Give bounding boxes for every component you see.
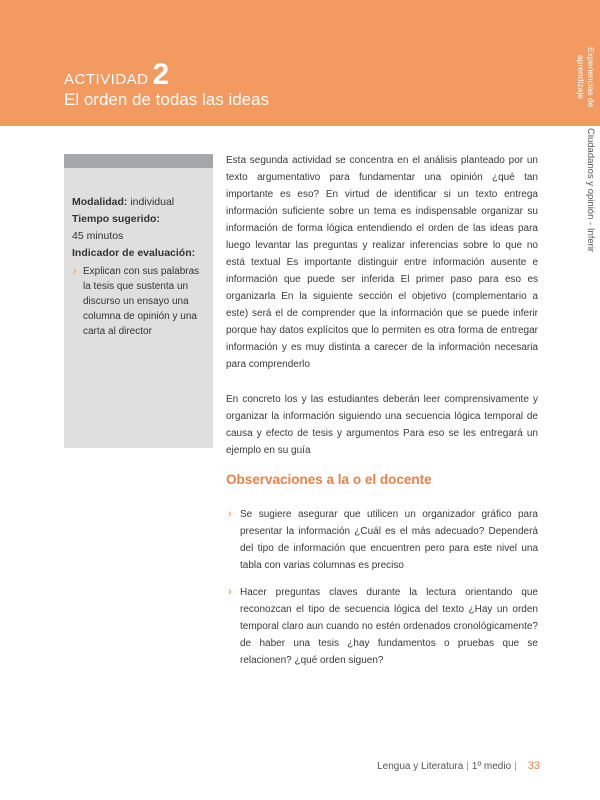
footer-separator: | — [514, 761, 517, 772]
activity-title: El orden de todas las ideas — [64, 90, 270, 109]
modality-line — [72, 194, 205, 211]
activity-info-box — [64, 154, 213, 448]
bullet-chevron-icon: › — [228, 508, 232, 520]
activity-header — [64, 58, 269, 110]
page-number: 33 — [527, 760, 540, 772]
modality-label: Modalidad: — [72, 196, 128, 208]
body-paragraph: En concreto los y las estudiantes deberán leer comprensivamente y organizar la información siguiendo una secuencia lógica temporal de causa y efecto de tesis y argumentos Para eso se les entregará un ejemplo en su guía — [226, 394, 538, 456]
footer-level: 1º medio — [471, 761, 512, 772]
time-value: 45 minutos — [72, 230, 124, 242]
bullet-chevron-icon: › — [228, 586, 232, 598]
page-footer — [360, 760, 540, 772]
body-paragraph: Esta segunda actividad se concentra en el análisis planteado por un texto argumentativo para fundamentar una opinión ¿qué tan importante es eso? En virtud de identificar si un texto entrega información suficiente sobre un tema es indispensable organizar su información de forma lógica entendiendo el orden de las ideas para luego levantar las preguntas y realizar inferencias sobre lo que no está textual Es importante distinguir entre información ausente e información que puede ser inferida El primer paso para eso es organizarla En la siguiente sección el objetivo (complementario a este) será el de comprender que la información que se puede inferir porque hay datos explícitos que lo permiten es otra forma de entregar información y es muy distinta a carecer de la información necesaria para comprenderlo — [226, 155, 538, 370]
activity-number: 2 — [152, 58, 170, 91]
modality-value: individual — [130, 196, 175, 208]
side-tab-label: Experiencias de aprendizaje — [576, 46, 596, 108]
footer-separator: | — [466, 761, 469, 772]
activity-description — [226, 152, 538, 477]
observation-item — [226, 584, 538, 669]
activity-label: ACTIVIDAD — [64, 71, 149, 88]
observation-item — [226, 506, 538, 574]
observations-heading: Observaciones a la o el docente — [226, 472, 432, 487]
running-head: Ciudadanos y opinión - Inferir — [585, 128, 596, 253]
indicator-label: Indicador de evaluación: — [72, 247, 196, 259]
footer-subject: Lengua y Literatura — [377, 761, 464, 772]
observation-text: Se sugiere asegurar que utilicen un organizador gráfico para presentar la información ¿Cuál es el más adecuado? Dependerá del tipo de información que encuentren pero para este nivel una tabla con varias columnas es preciso — [240, 509, 538, 571]
indicator-item: › Explican con sus palabras la tesis que sustenta un discurso un ensayo una columna de opinión y una carta al director — [72, 264, 205, 339]
indicator-list — [72, 264, 205, 339]
observation-text: Hacer preguntas claves durante la lectura orientando que reconozcan el tipo de secuencia lógica del texto ¿Hay un orden temporal claro aun cuando no estén ordenados cronológicamente? de haber una tesis ¿hay fundamentos o pruebas que se relacionen? ¿qué orden siguen? — [240, 587, 538, 666]
section-side-tab — [571, 46, 600, 108]
observations-list — [226, 506, 538, 679]
time-label: Tiempo sugerido: — [72, 213, 160, 225]
